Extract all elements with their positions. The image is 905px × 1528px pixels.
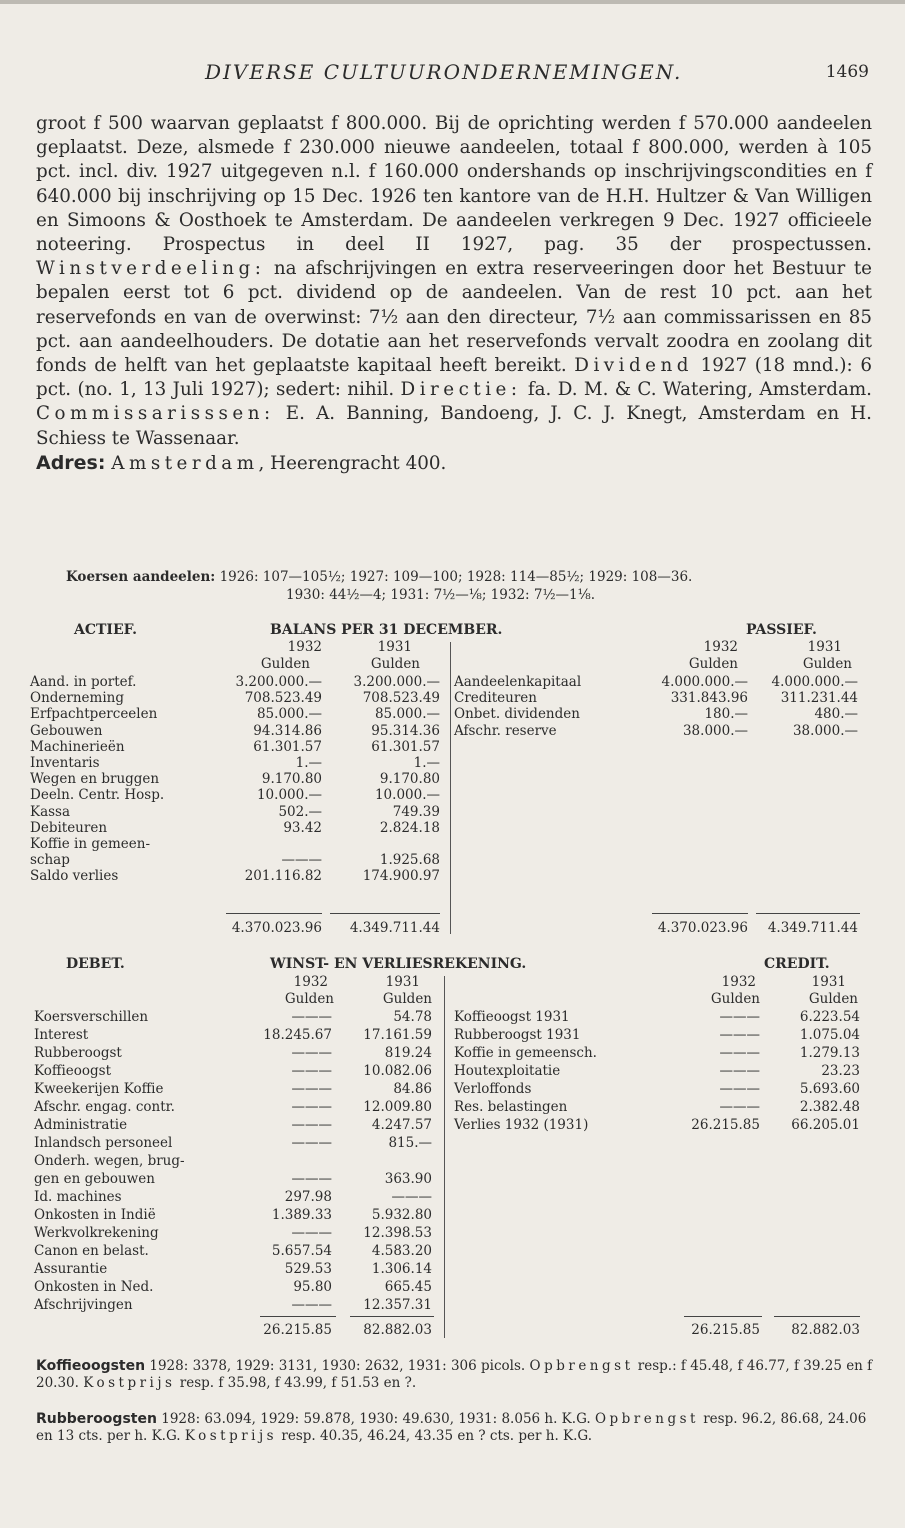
coffee-harvest-note [36, 1358, 876, 1391]
actief-row-label: Koffie in gemeen- [30, 836, 151, 852]
debet-row-1932: 529.53 [284, 1261, 332, 1277]
passief-row-1932: 180.— [704, 706, 748, 723]
debet-row-1932: ——— [291, 1009, 332, 1025]
rubber-opbrengst-label: Opbrengst [594, 1411, 699, 1427]
passief-total-rule-1932 [652, 913, 748, 914]
debet-row-1932: ——— [291, 1081, 332, 1097]
actief-row-label: Wegen en bruggen [30, 771, 160, 788]
actief-row-1931: 61.301.57 [371, 738, 440, 755]
passief-row-1932: 331.843.96 [670, 690, 748, 707]
passief-row-label: Onbet. dividenden [454, 706, 580, 723]
credit-row-label: Houtexploitatie [454, 1063, 561, 1079]
passief-row-1931: 4.000.000.— [771, 674, 858, 690]
credit-total-rule-1932 [684, 1316, 762, 1317]
actief-row-1932: 94.314.86 [253, 722, 322, 739]
share-prices-line-1 [66, 568, 886, 586]
credit-row-1931: 1.279.13 [799, 1045, 860, 1061]
dividend-label: Dividend [574, 355, 693, 377]
profit-loss-account [30, 956, 860, 1346]
debet-row-1931: 1.306.14 [371, 1261, 432, 1277]
debet-total-rule-1932 [260, 1316, 336, 1317]
passief-row-label: Afschr. reserve [454, 722, 557, 739]
debet-row-1932: 1.389.33 [271, 1207, 332, 1223]
debet-row-1932: ——— [291, 1135, 332, 1151]
rubberoogsten-label: Rubberoogsten [36, 1411, 157, 1427]
adres-city: Amsterdam [111, 452, 259, 474]
actief-row-label: Gebouwen [30, 722, 103, 739]
koffie-kostprijs-label: Kostprijs [83, 1374, 176, 1391]
actief-row-1932: 93.42 [283, 819, 322, 836]
credit-row-label: Verlies 1932 (1931) [454, 1117, 589, 1133]
actief-row-label: Erfpachtperceelen [30, 706, 158, 723]
credit-year-1932: 1932 [721, 974, 756, 990]
actief-row-1931: 174.900.97 [362, 868, 440, 885]
balans-title: BALANS PER 31 DECEMBER. [270, 622, 503, 638]
debet-row-1931: 4.247.57 [371, 1117, 432, 1133]
rubber-kostprijs-label: Kostprijs [184, 1427, 278, 1444]
actief-row-1931: 85.000.— [374, 706, 440, 723]
wv-title: WINST- EN VERLIESREKENING. [270, 956, 527, 972]
actief-row-1932: 708.523.49 [244, 690, 322, 707]
top-border [0, 0, 905, 4]
actief-row-1931: 2.824.18 [379, 819, 440, 836]
debet-row-1931: 17.161.59 [363, 1027, 432, 1043]
credit-row-1931: 2.382.48 [799, 1099, 860, 1115]
balance-sheet [30, 622, 860, 942]
actief-unit-1932: Gulden [260, 656, 310, 672]
directie-label: Directie: [400, 379, 522, 401]
capital-text: groot f 500 waarvan geplaatst f 800.000. Bij de oprichting werden f 570.000 aandeelen geplaatst. Deze, alsmede f 230.000 nieuwe aandeelen, totaal f 800.000, werden à 105 pct. incl. div. 1927 uitgegeven n.l. f 160.000 ondershands op inschrijvingscondities en f 640.000 bij inschrijving op 15 Dec. 1926 ten kantore van de H.H. Hultzer & Van Willigen en Simoons & Oosthoek te Amsterdam. De aandeelen verkregen 9 Dec. 1927 officieele noteering. Prospectus in deel II 1927, pag. 35 der prospectussen. [36, 113, 872, 256]
credit-row-label: Rubberoogst 1931 [454, 1027, 581, 1043]
credit-row-1932: ——— [719, 1081, 760, 1097]
debet-unit-1931: Gulden [382, 991, 432, 1007]
actief-year-1932: 1932 [287, 639, 322, 655]
actief-row-1932: ——— [281, 852, 322, 869]
credit-row-1931: 1.075.04 [799, 1027, 860, 1043]
debet-row-label: Onderh. wegen, brug- [34, 1153, 185, 1169]
passief-row-1931: 311.231.44 [780, 690, 858, 707]
credit-row-label: Res. belastingen [454, 1099, 568, 1115]
credit-total-1932: 26.215.85 [691, 1322, 760, 1338]
debet-total-1932: 26.215.85 [263, 1322, 332, 1338]
debet-row-1931: 363.90 [384, 1171, 432, 1187]
actief-row-label: Saldo verlies [30, 868, 119, 885]
koffieoogsten-label: Koffieoogsten [36, 1358, 146, 1374]
page-title: DIVERSE CULTUURONDERNEMINGEN. [205, 60, 683, 84]
passief-unit-1932: Gulden [688, 656, 738, 672]
company-paragraph [36, 112, 872, 451]
passief-row-1932: 4.000.000.— [661, 674, 748, 690]
credit-row-1932: 26.215.85 [691, 1117, 760, 1133]
debet-row-1931: 4.583.20 [371, 1243, 432, 1259]
actief-row-label: Debiteuren [30, 819, 108, 836]
page-number: 1469 [825, 62, 869, 82]
actief-row-1931: 1.925.68 [379, 852, 440, 869]
debet-row-1932: 18.245.67 [263, 1027, 332, 1043]
passief-year-1932: 1932 [703, 639, 738, 655]
debet-row-1932: ——— [291, 1117, 332, 1133]
credit-title: CREDIT. [764, 956, 830, 972]
passief-row-1932: 38.000.— [682, 722, 748, 739]
actief-row-1931: 3.200.000.— [353, 674, 440, 690]
actief-row-1931: 708.523.49 [362, 690, 440, 707]
actief-row-1932: 10.000.— [256, 787, 322, 804]
debet-row-label: Interest [34, 1027, 89, 1043]
passief-row-1931: 480.— [814, 706, 858, 723]
debet-row-label: Onkosten in Ned. [34, 1279, 154, 1295]
debet-row-1932: 5.657.54 [271, 1243, 332, 1259]
passief-row-1931: 38.000.— [792, 722, 858, 739]
credit-year-1931: 1931 [811, 974, 846, 990]
debet-row-1932: ——— [291, 1297, 332, 1313]
credit-row-label: Koffieoogst 1931 [454, 1009, 570, 1025]
debet-row-1932: ——— [291, 1045, 332, 1061]
credit-total-rule-1931 [774, 1316, 860, 1317]
debet-row-label: Canon en belast. [34, 1243, 149, 1259]
koffieoogsten-text: 1928: 3378, 1929: 3131, 1930: 2632, 1931: 306 picols. [145, 1358, 530, 1374]
directie-text: fa. D. M. & C. Watering, Amsterdam. [521, 379, 872, 401]
actief-row-1931: 95.314.36 [371, 722, 440, 739]
actief-row-1931: 1.— [413, 755, 440, 771]
actief-row-label: Kassa [30, 803, 71, 820]
actief-row-1931: 749.39 [392, 803, 440, 820]
debet-row-label: Administratie [34, 1117, 128, 1133]
actief-row-1931: 10.000.— [374, 787, 440, 804]
actief-row-1932: 3.200.000.— [235, 674, 322, 690]
rubberoogsten-text: 1928: 63.094, 1929: 59.878, 1930: 49.630, 1931: 8.056 h. K.G. [156, 1411, 595, 1427]
credit-row-1932: ——— [719, 1099, 760, 1115]
debet-row-1932: 297.98 [284, 1189, 332, 1205]
passief-year-1931: 1931 [807, 639, 842, 655]
address-line [36, 451, 872, 476]
debet-row-label: Onkosten in Indië [34, 1207, 156, 1223]
credit-row-1931: 6.223.54 [799, 1009, 860, 1025]
rubber-kostprijs-text: resp. 40.35, 46.24, 43.35 en ? cts. per h. K.G. [277, 1427, 593, 1444]
debet-row-1932: ——— [291, 1225, 332, 1241]
wv-divider [444, 976, 445, 1338]
koersen-label: Koersen aandeelen: [66, 569, 216, 585]
actief-title: ACTIEF. [74, 622, 138, 638]
debet-row-1931: 12.398.53 [363, 1225, 432, 1241]
debet-year-1932: 1932 [293, 974, 328, 990]
actief-total-1932: 4.370.023.96 [231, 920, 322, 936]
debet-year-1931: 1931 [385, 974, 420, 990]
credit-row-1931: 66.205.01 [791, 1117, 860, 1133]
debet-row-label: Kweekerijen Koffie [34, 1081, 164, 1097]
debet-row-label: Rubberoogst [34, 1045, 122, 1061]
actief-unit-1931: Gulden [370, 656, 420, 672]
actief-row-1932: 502.— [278, 803, 322, 820]
debet-row-1931: ——— [391, 1189, 432, 1205]
adres-rest: , Heerengracht 400. [258, 452, 447, 474]
adres-label: Adres: [36, 451, 106, 474]
credit-unit-1932: Gulden [710, 991, 760, 1007]
credit-row-1932: ——— [719, 1045, 760, 1061]
dividend-text: 1927 (18 mnd.): 6 pct. (no. 1, 13 Juli 1927); sedert: nihil. [36, 355, 872, 401]
debet-total-rule-1931 [350, 1316, 434, 1317]
debet-title: DEBET. [66, 956, 125, 972]
credit-total-1931: 82.882.03 [791, 1322, 860, 1338]
debet-row-1931: 819.24 [384, 1045, 432, 1061]
debet-row-label: gen en gebouwen [34, 1171, 155, 1187]
actief-row-1931: 9.170.80 [379, 771, 440, 788]
commissarissen-label: Commissarisssen: [36, 403, 275, 425]
debet-row-1932: ——— [291, 1171, 332, 1187]
debet-row-label: Koffieoogst [34, 1063, 111, 1079]
debet-row-label: Id. machines [34, 1189, 122, 1205]
debet-row-label: Assurantie [34, 1261, 108, 1277]
commissarissen-text: E. A. Banning, Bandoeng, J. C. J. Knegt, Amsterdam en H. Schiess te Wassenaar. [36, 403, 872, 449]
debet-row-1931: 12.357.31 [363, 1297, 432, 1313]
debet-row-1931: 84.86 [393, 1081, 432, 1097]
debet-row-1932: ——— [291, 1099, 332, 1115]
debet-row-label: Inlandsch personeel [34, 1135, 173, 1151]
rubber-harvest-note [36, 1411, 876, 1444]
credit-row-1932: ——— [719, 1027, 760, 1043]
debet-row-1931: 815.— [388, 1135, 432, 1151]
balans-divider [450, 642, 451, 934]
credit-row-1931: 23.23 [821, 1063, 860, 1079]
debet-row-label: Koersverschillen [34, 1009, 149, 1025]
actief-row-label: Inventaris [30, 755, 100, 771]
debet-row-1931: 12.009.80 [363, 1099, 432, 1115]
debet-row-1932: ——— [291, 1063, 332, 1079]
body-text [36, 112, 872, 476]
rubber-opbrengst-text: resp. 96.2, 86.68, 24.06 en 13 cts. per h. K.G. [36, 1411, 867, 1444]
passief-total-1931: 4.349.711.44 [767, 920, 858, 936]
debet-row-label: Afschrijvingen [34, 1297, 133, 1313]
actief-total-rule-1931 [330, 913, 440, 914]
actief-row-1932: 61.301.57 [253, 738, 322, 755]
passief-total-rule-1931 [756, 913, 860, 914]
debet-row-1931: 10.082.06 [363, 1063, 432, 1079]
debet-unit-1932: Gulden [284, 991, 334, 1007]
actief-row-1932: 85.000.— [256, 706, 322, 723]
credit-row-1932: ——— [719, 1063, 760, 1079]
passief-title: PASSIEF. [746, 622, 817, 638]
credit-row-label: Verloffonds [454, 1081, 532, 1097]
debet-row-label: Afschr. engag. contr. [34, 1099, 175, 1115]
actief-year-1931: 1931 [377, 639, 412, 655]
passief-row-label: Crediteuren [454, 690, 537, 707]
credit-row-label: Koffie in gemeensch. [454, 1045, 597, 1061]
actief-row-label: schap [30, 852, 70, 869]
actief-row-label: Onderneming [30, 690, 124, 707]
debet-row-1931: 5.932.80 [371, 1207, 432, 1223]
koersen-line-2: 1930: 44½—4; 1931: 7½—⅛; 1932: 7½—1⅛. [286, 587, 596, 603]
actief-row-label: Aand. in portef. [30, 674, 137, 690]
debet-total-1931: 82.882.03 [363, 1322, 432, 1338]
actief-row-label: Deeln. Centr. Hosp. [30, 787, 165, 804]
actief-row-1932: 1.— [295, 755, 322, 771]
actief-total-rule-1932 [226, 913, 322, 914]
passief-total-1932: 4.370.023.96 [657, 920, 748, 936]
koersen-line-1: 1926: 107—105½; 1927: 109—100; 1928: 114—85½; 1929: 108—36. [219, 569, 693, 585]
koffie-opbrengst-label: Opbrengst [529, 1358, 634, 1374]
koffie-kostprijs-text: resp. f 35.98, f 43.99, f 51.53 en ?. [175, 1374, 417, 1391]
credit-row-1932: ——— [719, 1009, 760, 1025]
debet-row-1931: 665.45 [384, 1279, 432, 1295]
passief-unit-1931: Gulden [802, 656, 852, 672]
credit-unit-1931: Gulden [808, 991, 858, 1007]
passief-row-label: Aandeelenkapitaal [454, 674, 582, 690]
koffie-opbrengst-text: resp.: f 45.48, f 46.77, f 39.25 en f 20.30. [36, 1358, 873, 1391]
credit-row-1931: 5.693.60 [799, 1081, 860, 1097]
actief-row-1932: 9.170.80 [261, 771, 322, 788]
winstverdeeling-label: Winstverdeeling: [36, 258, 266, 280]
actief-row-label: Machinerieën [30, 738, 125, 755]
share-prices [66, 568, 886, 604]
actief-row-1932: 201.116.82 [244, 868, 322, 885]
debet-row-1931: 54.78 [393, 1009, 432, 1025]
winstverdeeling-text: na afschrijvingen en extra reserveeringen door het Bestuur te bepalen eerst tot 6 pct. dividend op de aandeelen. Van de rest 10 pct. aan het reservefonds en van de overwinst: 7½ aan den directeur, 7½ aan commissarissen en 85 pct. aan aandeelhouders. De dotatie aan het reservefonds vervalt zoodra en zoolang dit fonds de helft van het geplaatste kapitaal heeft bereikt. [36, 258, 872, 377]
running-header [0, 60, 905, 90]
actief-total-1931: 4.349.711.44 [349, 920, 440, 936]
debet-row-label: Werkvolkrekening [34, 1225, 159, 1241]
debet-row-1932: 95.80 [293, 1279, 332, 1295]
